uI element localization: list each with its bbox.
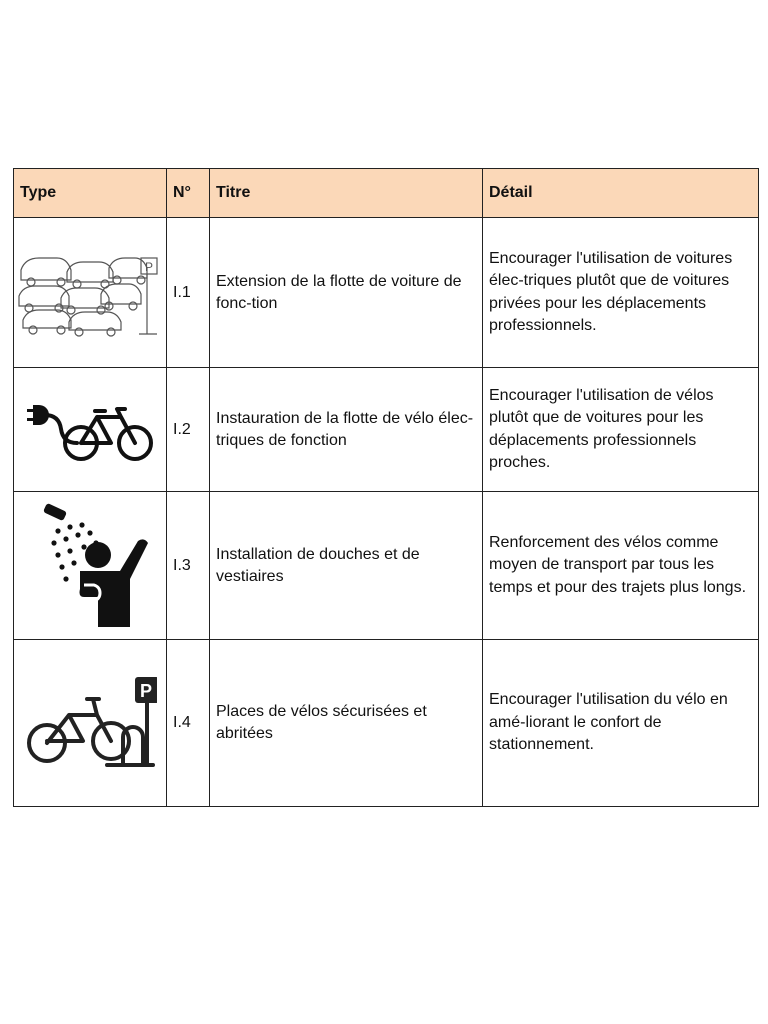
row-number: I.4 [167, 640, 210, 807]
svg-text:P: P [145, 259, 154, 274]
row-number: I.2 [167, 368, 210, 492]
parked-cars-icon [17, 248, 163, 338]
shower-icon [30, 501, 150, 631]
electric-bike-icon [25, 395, 155, 465]
type-cell [14, 640, 167, 807]
header-type: Type [14, 169, 167, 218]
type-cell [14, 492, 167, 640]
measures-table [13, 168, 759, 807]
header-num: N° [167, 169, 210, 218]
header-detail: Détail [483, 169, 759, 218]
table-row [14, 640, 759, 807]
table-row [14, 492, 759, 640]
type-cell [14, 218, 167, 368]
table-row [14, 218, 759, 368]
table-row [14, 368, 759, 492]
row-number: I.3 [167, 492, 210, 640]
row-detail: Encourager l'utilisation de vélos plutôt que de voitures pour les déplacements professionnels proches. [483, 368, 759, 492]
bike-parking-icon [23, 675, 157, 771]
row-title: Instauration de la flotte de vélo élec-triques de fonction [210, 368, 483, 492]
type-cell [14, 368, 167, 492]
row-detail: Renforcement des vélos comme moyen de transport par tous les temps et pour des trajets plus longs. [483, 492, 759, 640]
row-detail: Encourager l'utilisation du vélo en amé-liorant le confort de stationnement. [483, 640, 759, 807]
row-detail: Encourager l'utilisation de voitures élec-triques plutôt que de voitures privées pour les déplacements professionnels. [483, 218, 759, 368]
row-number: I.1 [167, 218, 210, 368]
header-title: Titre [210, 169, 483, 218]
row-title: Installation de douches et de vestiaires [210, 492, 483, 640]
row-title: Extension de la flotte de voiture de fonc-tion [210, 218, 483, 368]
svg-text:P: P [140, 681, 153, 701]
row-title: Places de vélos sécurisées et abritées [210, 640, 483, 807]
table-header-row [14, 169, 759, 218]
